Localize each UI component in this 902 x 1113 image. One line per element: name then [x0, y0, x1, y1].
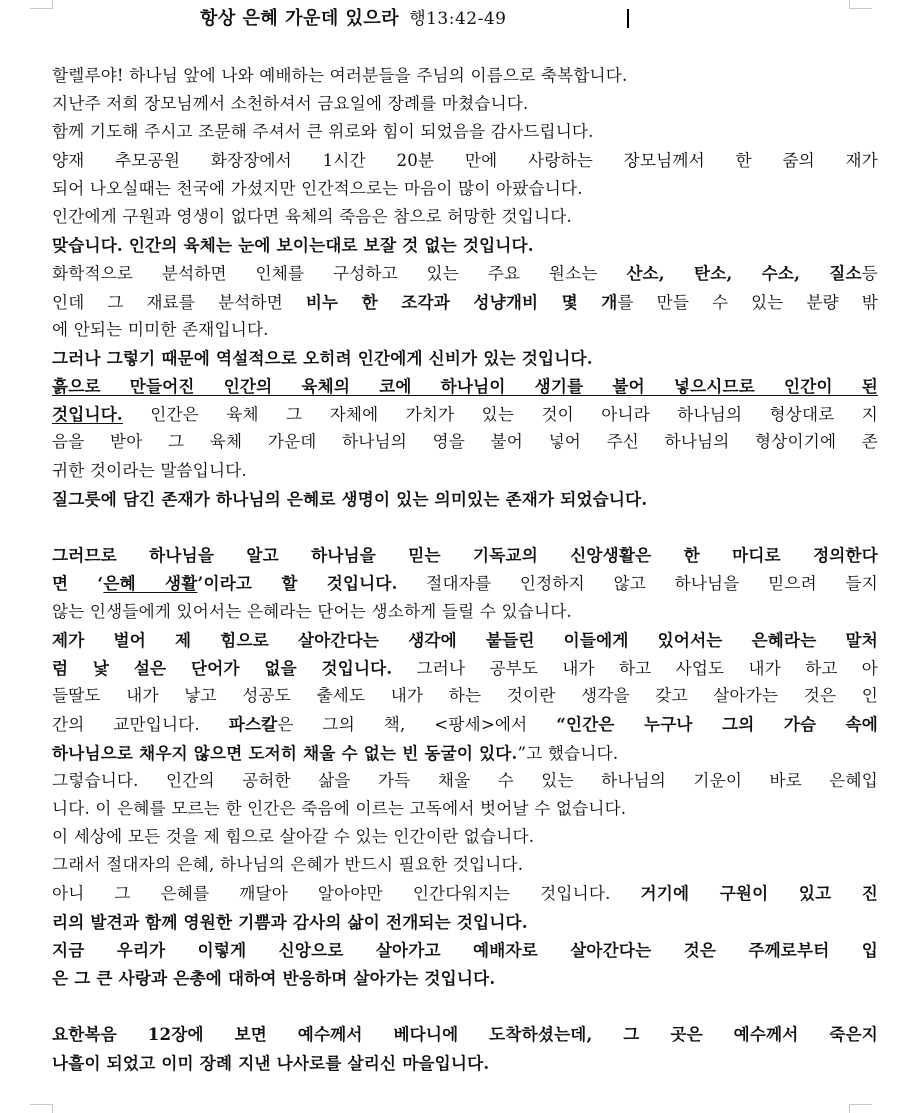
text-line [52, 428, 878, 456]
text-line [52, 316, 878, 344]
text-run: 럼 낯 설은 단어가 없을 것입니다. [52, 657, 393, 678]
blank-line [52, 992, 878, 1020]
text-run: 에 안되는 미미한 존재입니다. [52, 319, 269, 339]
text-line [52, 118, 878, 146]
text-run: 맞습니다. 인간의 육체는 눈에 보이는대로 보잘 것 없는 것입니다. [52, 235, 534, 256]
text-run: 은혜 생활 [103, 573, 198, 594]
text-line [52, 598, 878, 626]
text-run: 화학적으로 분석하면 인체를 구성하고 있는 주요 원소는 [52, 264, 627, 284]
text-run: 등 [861, 264, 878, 284]
text-line [52, 795, 878, 823]
text-run: 면 ‘ [52, 573, 104, 594]
page-corner-mark-top-left [30, 0, 53, 9]
text-run: 간의 교만입니다. [52, 715, 229, 735]
text-line [52, 739, 878, 767]
text-line [52, 344, 878, 372]
text-line [52, 626, 878, 654]
text-run: 산소, 탄소, 수소, 질소 [626, 263, 862, 284]
text-line [52, 908, 878, 936]
text-run: 요한복음 12장에 보면 예수께서 베다니에 도착하셨는데, 그 곳은 예수께서 죽은지 [52, 1024, 878, 1045]
text-line [52, 90, 878, 118]
text-run: 이 세상에 모든 것을 제 힘으로 살아갈 수 있는 인간이란 없습니다. [52, 827, 535, 847]
blank-line [52, 513, 878, 541]
text-run: 은 그 큰 사랑과 은총에 대하여 반응하며 살아가는 것입니다. [52, 968, 496, 988]
scripture-reference: 행13:42-49 [409, 9, 507, 29]
text-run: 흙으로 만들어진 인간의 육체의 코에 하나님이 생기를 불어 넣으시므로 인간이 된 [52, 376, 878, 397]
text-run: 질그릇에 담긴 존재가 하나님의 은혜로 생명이 있는 의미있는 존재가 되었습니다. [52, 488, 648, 509]
text-line [52, 147, 878, 175]
page-corner-mark-top-right [849, 0, 872, 9]
text-line [52, 485, 878, 513]
sermon-title: 항상 은혜 가운데 있으라 [200, 8, 400, 29]
text-line [52, 1049, 878, 1077]
text-run: 지금 우리가 이렇게 신앙으로 살아가고 예배자로 살아간다는 것은 주께로부터 입 [52, 939, 878, 960]
text-line [52, 767, 878, 795]
text-line [52, 231, 878, 259]
text-line [52, 541, 878, 569]
document-body[interactable] [52, 62, 878, 1077]
document-title-row [200, 4, 506, 32]
text-run: 되어 나오실때는 천국에 가셨지만 인간적으로는 마음이 많이 아팠습니다. [52, 178, 583, 198]
text-run: 양재 추모공원 화장장에서 1시간 20분 만에 사랑하는 장모님께서 한 줌의 재가 [52, 150, 878, 170]
text-line [52, 936, 878, 964]
text-line [52, 400, 878, 428]
text-run: 인데 그 재료를 분석하면 [52, 292, 306, 312]
text-line [52, 457, 878, 485]
text-run: 비누 한 조각과 성냥개비 몇 개 [305, 291, 618, 312]
page-corner-mark-bottom-left [30, 1104, 53, 1113]
text-cursor [627, 9, 629, 28]
text-run: 제가 벌어 제 힘으로 살아간다는 생각에 붙들린 이들에게 있어서는 은혜라는 말처 [52, 629, 878, 650]
text-run: 니다. 이 은혜를 모르는 한 인간은 죽음에 이르는 고독에서 벗어날 수 없습니다. [52, 798, 627, 818]
text-line [52, 288, 878, 316]
text-line [52, 259, 878, 287]
text-line [52, 879, 878, 907]
text-run: 그러나 그렇기 때문에 역설적으로 오히려 인간에게 신비가 있는 것입니다. [52, 347, 593, 368]
text-line [52, 569, 878, 597]
text-run: 그렇습니다. 인간의 공허한 삶을 가득 채울 수 있는 하나님의 기운이 바로 은혜입 [52, 770, 878, 790]
text-line [52, 823, 878, 851]
text-line [52, 682, 878, 710]
text-run: 인간에게 구원과 영생이 없다면 육체의 죽음은 참으로 허망한 것입니다. [52, 206, 572, 226]
text-run: 아니 그 은혜를 깨달아 알아야만 인간다워지는 것입니다. [52, 884, 641, 904]
text-run: 것입니다. [52, 404, 123, 425]
text-run: ’이라고 할 것입니다. [197, 573, 398, 594]
text-run: 함께 기도해 주시고 조문해 주셔서 큰 위로와 힘이 되었음을 감사드립니다. [52, 122, 594, 142]
text-run: 그러므로 하나님을 알고 하나님을 믿는 기독교의 신앙생활은 한 마디로 정의한다 [52, 545, 878, 566]
page-corner-mark-bottom-right [849, 1104, 872, 1113]
text-line [52, 964, 878, 992]
text-run: “인간은 누구나 그의 가슴 속에 [556, 714, 878, 735]
text-run: 음을 받아 그 육체 가운데 하나님의 영을 불어 넣어 주신 하나님의 형상이기에 존 [52, 432, 878, 452]
text-line [52, 175, 878, 203]
text-run: 들딸도 내가 낳고 성공도 출세도 내가 하는 것이란 생각을 갖고 살아가는 것은 인 [52, 686, 878, 706]
text-run: 귀한 것이라는 말씀입니다. [52, 460, 247, 480]
text-line [52, 710, 878, 738]
text-run: 거기에 구원이 있고 진 [640, 883, 878, 904]
text-run: 할렐루야! 하나님 앞에 나와 예배하는 여러분들을 주님의 이름으로 축복합니다. [52, 66, 628, 85]
text-run: 파스칼 [228, 714, 278, 735]
text-run: 인간은 육체 그 자체에 가치가 있는 것이 아니라 하나님의 형상대로 지 [122, 405, 878, 425]
text-run: 은 그의 책, <팡세>에서 [277, 715, 557, 735]
text-run: 않는 인생들에게 있어서는 은혜라는 단어는 생소하게 들릴 수 있습니다. [52, 601, 572, 621]
text-run: 를 만들 수 있는 분량 밖 [617, 292, 878, 312]
text-run: 리의 발견과 함께 영원한 기쁨과 감사의 삶이 전개되는 것입니다. [52, 911, 528, 932]
text-line [52, 851, 878, 879]
text-line [52, 1020, 878, 1048]
text-run: 절대자를 인정하지 않고 하나님을 믿으려 들지 [397, 574, 878, 594]
text-line [52, 654, 878, 682]
text-run: 지난주 저희 장모님께서 소천하셔서 금요일에 장례를 마쳤습니다. [52, 94, 529, 114]
text-run: 그러나 공부도 내가 하고 사업도 내가 하고 아 [392, 658, 878, 678]
text-line [52, 372, 878, 400]
text-line [52, 62, 878, 90]
text-run: ”고 했습니다. [517, 743, 619, 763]
text-run: 하나님으로 채우지 않으면 도저히 채울 수 없는 빈 동굴이 있다. [52, 742, 518, 763]
text-line [52, 203, 878, 231]
text-run: 나흘이 되었고 이미 장례 지낸 나사로를 살리신 마을입니다. [52, 1052, 490, 1073]
text-run: 그래서 절대자의 은혜, 하나님의 은혜가 반드시 필요한 것입니다. [52, 855, 524, 875]
